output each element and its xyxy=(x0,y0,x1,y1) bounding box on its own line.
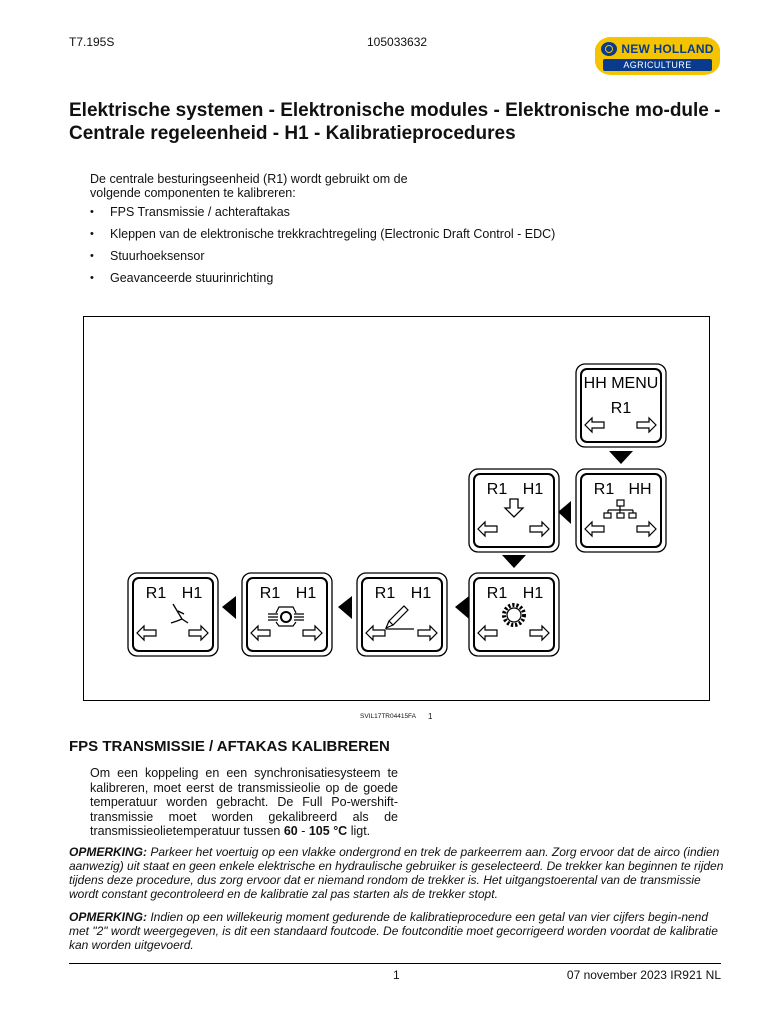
list-item: • Geavanceerde stuurinrichting xyxy=(90,271,555,285)
arrow-left-marker xyxy=(558,501,571,524)
temp-low: 60 xyxy=(283,824,298,838)
footer-divider xyxy=(69,963,721,964)
list-item: • FPS Transmissie / achteraftakas xyxy=(90,205,555,219)
screen-label-b: H1 xyxy=(295,585,317,602)
screen-r1-h1-down xyxy=(469,469,559,552)
screen-label-a: R1 xyxy=(593,481,615,498)
screen-r1-h1-transmission xyxy=(242,573,332,656)
screen-label-b: H1 xyxy=(522,585,544,602)
screen-hh-menu xyxy=(576,364,666,447)
screen-r1-hh xyxy=(576,469,666,552)
screen-label-a: R1 xyxy=(486,481,508,498)
logo-brand: NEW HOLLAND xyxy=(621,42,714,56)
calibration-figure xyxy=(83,316,710,701)
screen-r1-h1-gear xyxy=(469,573,559,656)
arrow-down-marker xyxy=(609,451,633,464)
note-text: Indien op een willekeurig moment gedurende de kalibratieprocedure een getal van vier cijfers begin-nend met "2" wordt weergegeven, is dit een standaard foutcode. De foutconditie moet gecorrigeerd worden voordat de kalibratie kan worden uitgevoerd. xyxy=(69,910,718,952)
screen-label-b: HH xyxy=(628,481,652,498)
component-list xyxy=(90,205,555,293)
screen-line2: R1 xyxy=(610,400,632,417)
screen-label-a: R1 xyxy=(259,585,281,602)
paragraph-end: ligt. xyxy=(347,824,371,838)
list-item: • Stuurhoeksensor xyxy=(90,249,555,263)
note-1 xyxy=(69,845,725,901)
page-title: Elektrische systemen - Elektronische modules - Elektronische mo-dule - Centrale regeleenheid - H1 - Kalibratieprocedures xyxy=(69,100,721,144)
screen-label-b: H1 xyxy=(410,585,432,602)
note-text: Parkeer het voertuig op een vlakke ondergrond en trek de parkeerrem aan. Zorg ervoor dat de airco (indien aanwezig) uit staat en geen enkele elektrische en hydraulische gebruiker is geselecteerd. De trekker kan beginnen te rijden tijdens deze procedure, dus zorg ervoor dat er niemand rondom de trekker is. Het uitgangstoerental van de transmissie wordt constant gecontroleerd en de kalibratie zal pas starten als de trekker stopt. xyxy=(69,845,724,901)
header-model: T7.195S xyxy=(69,35,115,49)
note-label: OPMERKING: xyxy=(69,910,147,924)
screen-label-b: H1 xyxy=(181,585,203,602)
screen-line1: HH MENU xyxy=(583,375,659,392)
footer-date: 07 november 2023 IR921 NL xyxy=(566,968,721,982)
screen-label-b: H1 xyxy=(522,481,544,498)
arrow-left-marker xyxy=(222,596,236,619)
section-heading: FPS TRANSMISSIE / AFTAKAS KALIBREREN xyxy=(69,738,390,755)
intro-text: De centrale besturingseenheid (R1) wordt gebruikt om de volgende componenten te kalibreren: xyxy=(90,172,408,200)
paragraph-text: Om een koppeling en een synchronisatiesysteem te kalibreren, moet eerst de transmissieolie op de goede temperatuur worden gebracht. De Full Po-wershift-transmissie moet worden gekalibreerd als de transmissieolietemperatuur tussen xyxy=(90,766,398,838)
arrow-left-marker xyxy=(455,596,469,619)
logo-sub: AGRICULTURE xyxy=(603,59,712,71)
note-label: OPMERKING: xyxy=(69,845,147,859)
header-doc-number: 105033632 xyxy=(367,35,428,49)
figure-number: 1 xyxy=(428,712,433,721)
screen-r1-h1-steering xyxy=(128,573,218,656)
temp-separator: - xyxy=(297,824,309,838)
figure-caption: SVIL17TR04415FA xyxy=(360,713,417,720)
leaf-icon xyxy=(601,42,617,56)
list-item: • Kleppen van de elektronische trekkrachtregeling (Electronic Draft Control - EDC) xyxy=(90,227,555,241)
screen-r1-h1-pen xyxy=(357,573,447,656)
screen-label-a: R1 xyxy=(145,585,167,602)
arrow-down-marker xyxy=(502,555,526,568)
note-2 xyxy=(69,910,725,952)
footer-page-number: 1 xyxy=(393,968,400,982)
screen-label-a: R1 xyxy=(374,585,396,602)
new-holland-logo xyxy=(595,37,720,75)
arrow-left-marker xyxy=(338,596,352,619)
section-paragraph xyxy=(90,766,398,839)
screen-label-a: R1 xyxy=(486,585,508,602)
temp-high: 105 °C xyxy=(308,824,348,838)
